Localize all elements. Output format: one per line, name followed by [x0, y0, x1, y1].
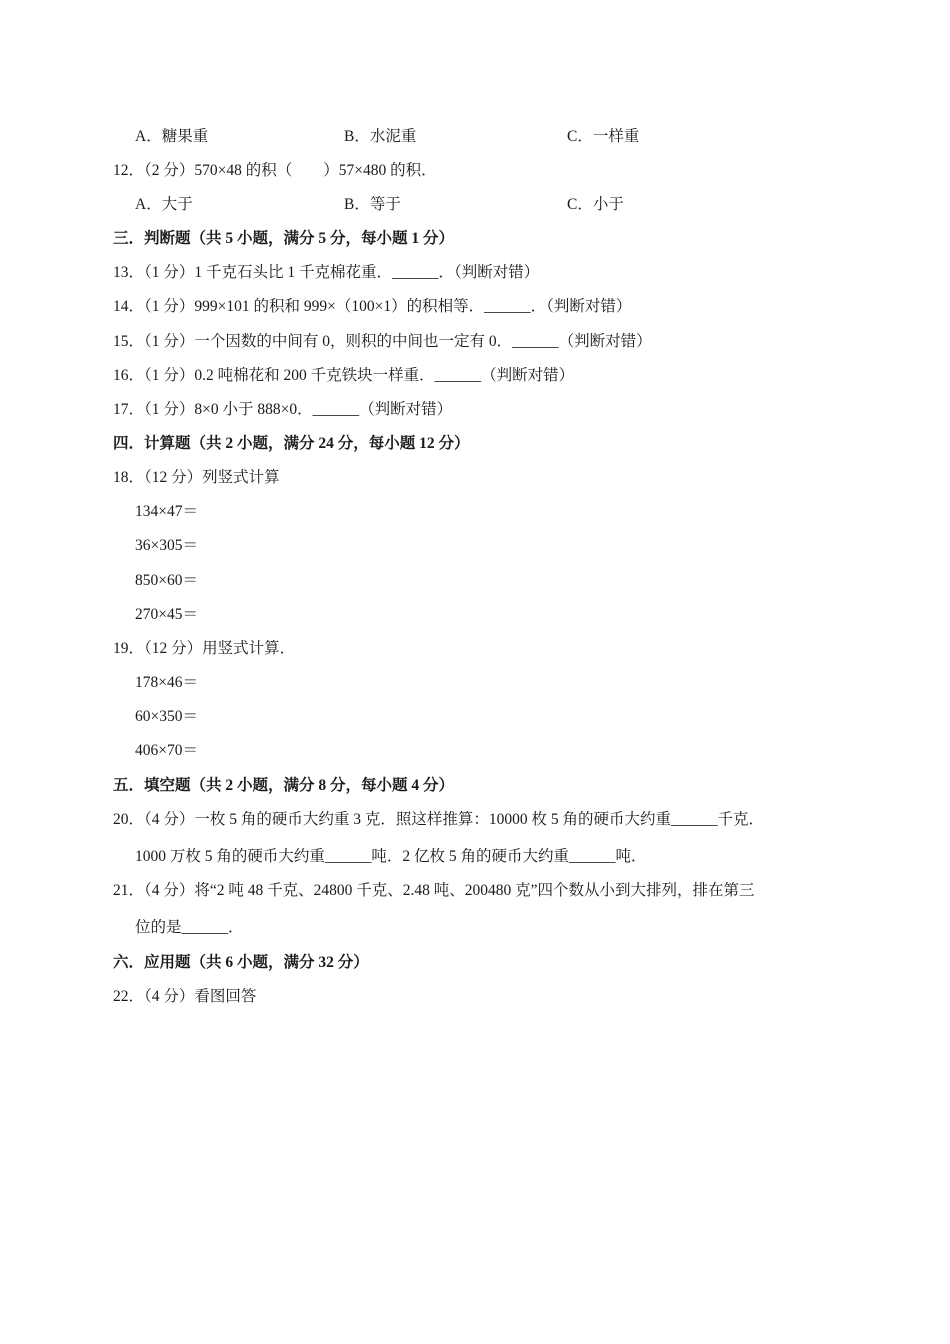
q21-line1: 21．（4 分）将“2 吨 48 千克、24800 千克、2.48 吨、200480 克”四个数从小到大排列，排在第三 [113, 882, 755, 899]
q14-text: 14．（1 分）999×101 的积和 999×（100×1）的积相等．______．（判断对错） [113, 298, 632, 315]
q19-item: 60×350＝ [135, 708, 198, 725]
q19-text: 19．（12 分）用竖式计算． [113, 640, 296, 657]
q17-text: 17．（1 分）8×0 小于 888×0．______（判断对错） [113, 401, 453, 418]
q16-text: 16．（1 分）0.2 吨棉花和 200 千克铁块一样重．______（判断对错） [113, 367, 575, 384]
q15-text: 15．（1 分）一个因数的中间有 0，则积的中间也一定有 0．______（判断对错） [113, 333, 652, 350]
q12-option-b: B．等于 [344, 196, 401, 213]
q18-item: 36×305＝ [135, 537, 198, 554]
q20-line1: 20．（4 分）一枚 5 角的硬币大约重 3 克．照这样推算：10000 枚 5 角的硬币大约重______千克． [113, 811, 765, 828]
q18-text: 18．（12 分）列竖式计算 [113, 469, 280, 486]
q11-option-b: B．水泥重 [344, 128, 417, 145]
section3-heading: 三．判断题（共 5 小题，满分 5 分，每小题 1 分） [113, 230, 455, 247]
section6-heading: 六．应用题（共 6 小题，满分 32 分） [113, 954, 369, 971]
q12-option-c: C．小于 [567, 196, 624, 213]
q18-item: 270×45＝ [135, 606, 198, 623]
q12-text: 12．（2 分）570×48 的积（ ）57×480 的积． [113, 162, 437, 179]
q18-item: 850×60＝ [135, 572, 198, 589]
q20-line2: 1000 万枚 5 角的硬币大约重______吨．2 亿枚 5 角的硬币大约重______吨． [135, 848, 647, 865]
section4-heading: 四．计算题（共 2 小题，满分 24 分，每小题 12 分） [113, 435, 470, 452]
q13-text: 13．（1 分）1 千克石头比 1 千克棉花重．______．（判断对错） [113, 264, 540, 281]
q19-item: 406×70＝ [135, 742, 198, 759]
q18-item: 134×47＝ [135, 503, 198, 520]
q11-option-a: A．糖果重 [135, 128, 209, 145]
q11-option-c: C．一样重 [567, 128, 640, 145]
q22-text: 22．（4 分）看图回答 [113, 988, 257, 1005]
q12-option-a: A．大于 [135, 196, 193, 213]
q21-line2: 位的是______． [135, 919, 244, 936]
section5-heading: 五．填空题（共 2 小题，满分 8 分，每小题 4 分） [113, 777, 455, 794]
q19-item: 178×46＝ [135, 674, 198, 691]
